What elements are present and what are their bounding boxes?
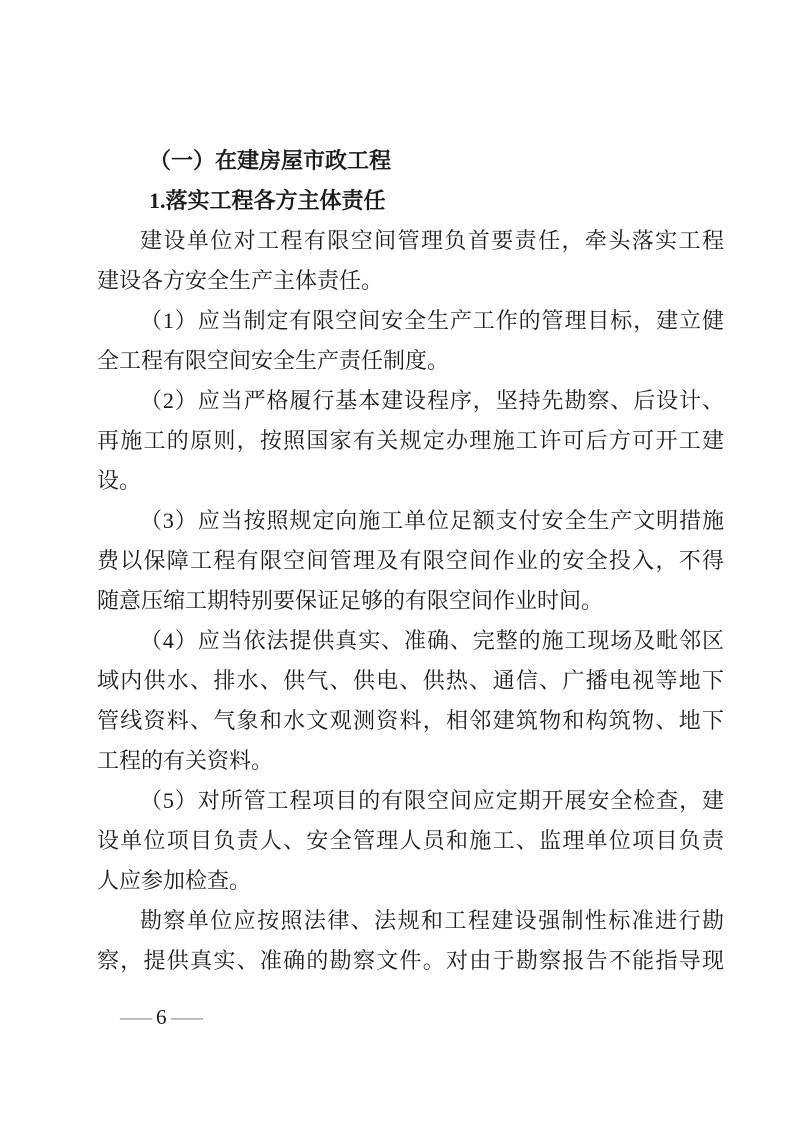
body-line: （3）应当按照规定向施工单位足额支付安全生产文明措施 bbox=[140, 508, 724, 533]
body-line: 工程的有关资料。 bbox=[97, 748, 274, 773]
body-line: 全工程有限空间安全生产责任制度。 bbox=[97, 348, 450, 373]
body-line: 设单位项目负责人、安全管理人员和施工、监理单位项目负责 bbox=[97, 828, 724, 853]
body-line: 建设各方安全生产主体责任。 bbox=[97, 268, 384, 293]
footer-dash-left: — bbox=[120, 1004, 152, 1029]
body-line: 勘察单位应按照法律、法规和工程建设强制性标准进行勘 bbox=[140, 908, 724, 933]
body-line: 察，提供真实、准确的勘察文件。对由于勘察报告不能指导现 bbox=[97, 948, 724, 973]
body-line: 再施工的原则，按照国家有关规定办理施工许可后方可开工建 bbox=[97, 428, 724, 453]
body-line: （4）应当依法提供真实、准确、完整的施工现场及毗邻区 bbox=[140, 628, 724, 653]
subsection-heading: 1.落实工程各方主体责任 bbox=[149, 188, 386, 213]
body-line: 管线资料、气象和水文观测资料，相邻建筑物和构筑物、地下 bbox=[97, 708, 724, 733]
body-line: （1）应当制定有限空间安全生产工作的管理目标，建立健 bbox=[140, 308, 724, 333]
document-body bbox=[97, 141, 724, 981]
body-line: 域内供水、排水、供气、供电、供热、通信、广播电视等地下 bbox=[97, 668, 724, 693]
body-line: 随意压缩工期特别要保证足够的有限空间作业时间。 bbox=[97, 588, 604, 613]
page-footer bbox=[120, 1003, 203, 1031]
section-heading: （一）在建房屋市政工程 bbox=[149, 148, 392, 173]
body-line: 设。 bbox=[97, 468, 142, 493]
body-line: 人应参加检查。 bbox=[97, 868, 252, 893]
body-line: （2）应当严格履行基本建设程序，坚持先勘察、后设计、 bbox=[140, 388, 724, 413]
footer-dash-right: — bbox=[170, 1004, 203, 1029]
body-line: 费以保障工程有限空间管理及有限空间作业的安全投入，不得 bbox=[97, 548, 724, 573]
footer-page-number: 6 bbox=[156, 1005, 167, 1029]
body-line: 建设单位对工程有限空间管理负首要责任，牵头落实工程 bbox=[140, 228, 724, 253]
body-line: （5）对所管工程项目的有限空间应定期开展安全检查，建 bbox=[140, 788, 724, 813]
